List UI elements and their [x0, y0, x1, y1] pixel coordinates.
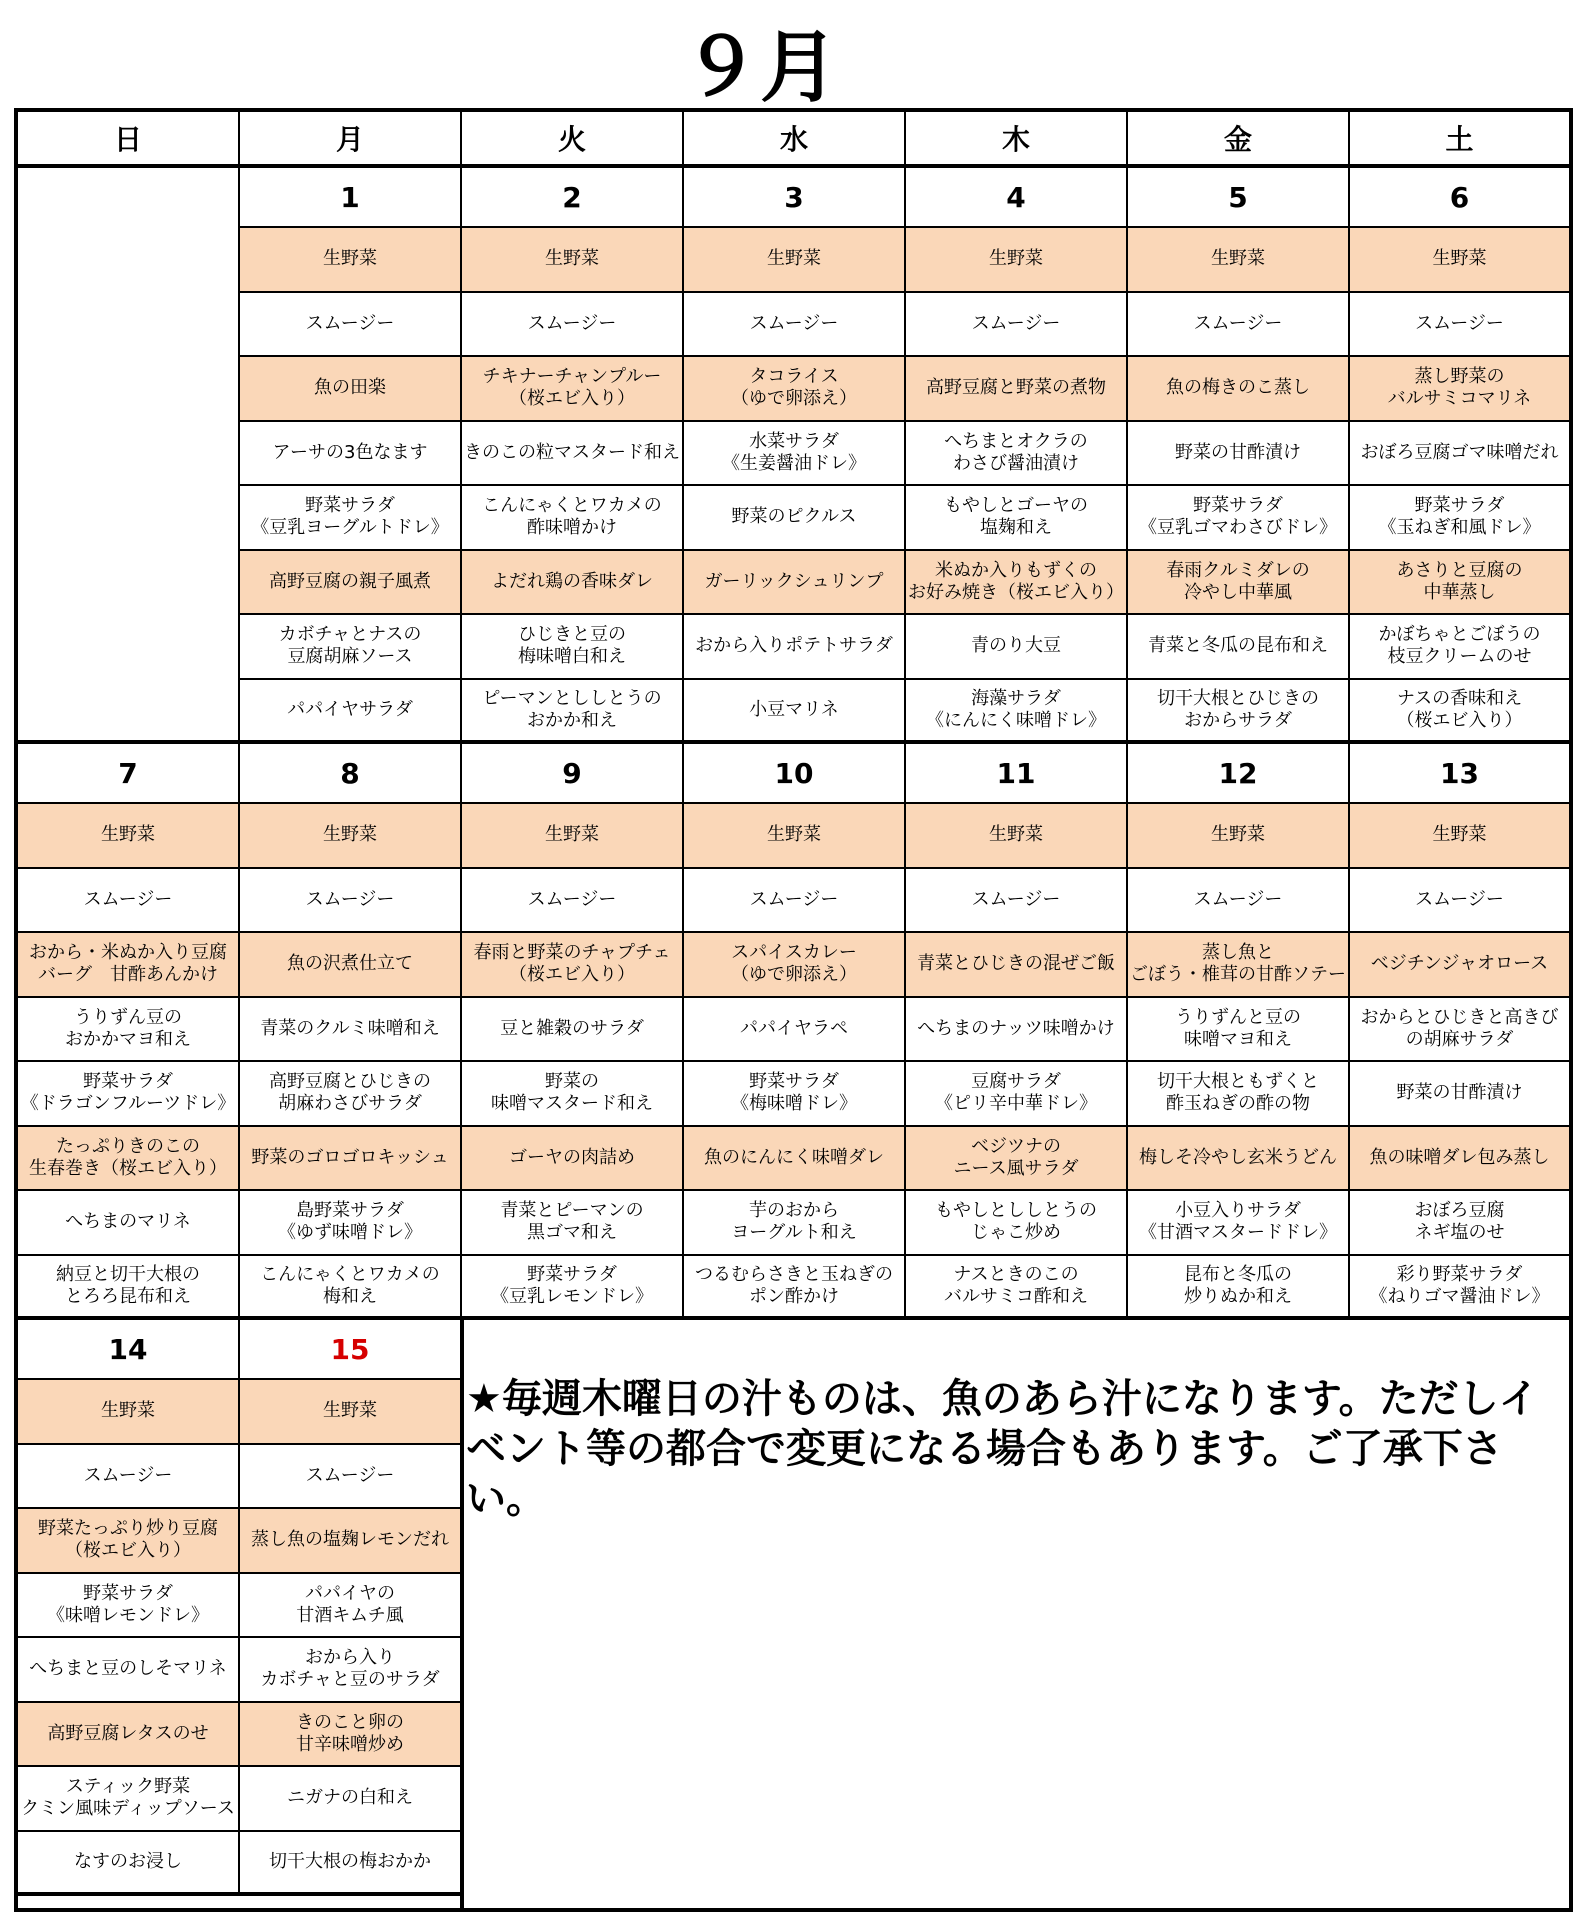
weekday-header: 水 — [684, 112, 906, 168]
meal-item: アーサの3色なます — [240, 422, 462, 487]
meal-item: 水菜サラダ 《生姜醤油ドレ》 — [684, 422, 906, 487]
meal-item: スムージー — [1128, 293, 1350, 358]
meal-item: スティック野菜 クミン風味ディップソース — [18, 1767, 240, 1832]
page-title: ９月 — [681, 23, 838, 113]
meal-item: あさりと豆腐の 中華蒸し — [1350, 551, 1569, 616]
meal-item: カボチャとナスの 豆腐胡麻ソース — [240, 615, 462, 680]
meal-item: パパイヤサラダ — [240, 680, 462, 745]
meal-item: おから・米ぬか入り豆腐 バーグ 甘酢あんかけ — [18, 933, 240, 998]
meal-item: スムージー — [18, 869, 240, 934]
meal-item: なすのお浸し — [18, 1832, 240, 1897]
meal-item: 生野菜 — [462, 804, 684, 869]
meal-item: 生野菜 — [240, 804, 462, 869]
meal-item: スムージー — [906, 293, 1128, 358]
meal-item: 梅しそ冷やし玄米うどん — [1128, 1127, 1350, 1192]
meal-item: パパイヤラペ — [684, 998, 906, 1063]
meal-item: スムージー — [684, 869, 906, 934]
meal-item: 彩り野菜サラダ 《ねりゴマ醤油ドレ》 — [1350, 1256, 1569, 1321]
meal-item: スムージー — [240, 1445, 462, 1510]
meal-item: 生野菜 — [684, 228, 906, 293]
meal-item: 切干大根ともずくと 酢玉ねぎの酢の物 — [1128, 1062, 1350, 1127]
day-number: 12 — [1128, 744, 1350, 804]
meal-item: もやしとししとうの じゃこ炒め — [906, 1191, 1128, 1256]
weekday-header: 日 — [18, 112, 240, 168]
meal-item: 蒸し魚の塩麹レモンだれ — [240, 1509, 462, 1574]
meal-item: へちまのマリネ — [18, 1191, 240, 1256]
meal-item: 海藻サラダ 《にんにく味噌ドレ》 — [906, 680, 1128, 745]
meal-item: おから入りポテトサラダ — [684, 615, 906, 680]
meal-item: 生野菜 — [906, 804, 1128, 869]
meal-item: 青菜とひじきの混ぜご飯 — [906, 933, 1128, 998]
day-number: 14 — [18, 1320, 240, 1380]
meal-item: 野菜たっぷり炒り豆腐 （桜エビ入り） — [18, 1509, 240, 1574]
meal-item: 豆と雑穀のサラダ — [462, 998, 684, 1063]
day-number: 10 — [684, 744, 906, 804]
weekday-header: 金 — [1128, 112, 1350, 168]
day-number: 13 — [1350, 744, 1569, 804]
thursday-soup-note: ★毎週木曜日の汁ものは、魚のあら汁になります。ただしイベント等の都合で変更になる場合もあります。ご了承下さい。 — [466, 1376, 1539, 1522]
meal-item: ゴーヤの肉詰め — [462, 1127, 684, 1192]
meal-item: 小豆入りサラダ 《甘酒マスタードドレ》 — [1128, 1191, 1350, 1256]
meal-item: へちまとオクラの わさび醤油漬け — [906, 422, 1128, 487]
meal-item: つるむらさきと玉ねぎの ポン酢かけ — [684, 1256, 906, 1321]
meal-item: スムージー — [240, 293, 462, 358]
meal-item: 生野菜 — [1128, 228, 1350, 293]
day-number: 5 — [1128, 168, 1350, 228]
meal-item: 生野菜 — [1128, 804, 1350, 869]
meal-item: ナスときのこの バルサミコ酢和え — [906, 1256, 1128, 1321]
meal-item: 生野菜 — [1350, 804, 1569, 869]
meal-item: ひじきと豆の 梅味噌白和え — [462, 615, 684, 680]
meal-item: 魚の田楽 — [240, 357, 462, 422]
meal-item: 魚のにんにく味噌ダレ — [684, 1127, 906, 1192]
meal-item: 青菜のクルミ味噌和え — [240, 998, 462, 1063]
meal-item: 生野菜 — [240, 1380, 462, 1445]
meal-item: うりずんと豆の 味噌マヨ和え — [1128, 998, 1350, 1063]
meal-item: 生野菜 — [18, 1380, 240, 1445]
meal-item: タコライス （ゆで卵添え） — [684, 357, 906, 422]
meal-item: たっぷりきのこの 生春巻き（桜エビ入り） — [18, 1127, 240, 1192]
meal-item: 生野菜 — [240, 228, 462, 293]
meal-item: こんにゃくとワカメの 酢味噌かけ — [462, 486, 684, 551]
meal-item: 生野菜 — [18, 804, 240, 869]
meal-item: 青のり大豆 — [906, 615, 1128, 680]
meal-item: 魚の味噌ダレ包み蒸し — [1350, 1127, 1569, 1192]
meal-item: スムージー — [1350, 869, 1569, 934]
meal-item: きのこの粒マスタード和え — [462, 422, 684, 487]
meal-item: 野菜サラダ 《玉ねぎ和風ドレ》 — [1350, 486, 1569, 551]
meal-item: 納豆と切干大根の とろろ昆布和え — [18, 1256, 240, 1321]
day-number: 8 — [240, 744, 462, 804]
meal-item: へちまと豆のしそマリネ — [18, 1638, 240, 1703]
meal-item: 高野豆腐と野菜の煮物 — [906, 357, 1128, 422]
meal-item: 米ぬか入りもずくの お好み焼き（桜エビ入り） — [906, 551, 1128, 616]
meal-item: 高野豆腐の親子風煮 — [240, 551, 462, 616]
meal-item: ナスの香味和え （桜エビ入り） — [1350, 680, 1569, 745]
empty-day-cell — [18, 168, 240, 744]
meal-item: ベジツナの ニース風サラダ — [906, 1127, 1128, 1192]
meal-item: 野菜の甘酢漬け — [1350, 1062, 1569, 1127]
meal-item: 野菜サラダ 《ドラゴンフルーツドレ》 — [18, 1062, 240, 1127]
meal-item: おぼろ豆腐 ネギ塩のせ — [1350, 1191, 1569, 1256]
meal-item: 芋のおから ヨーグルト和え — [684, 1191, 906, 1256]
meal-item: 野菜サラダ 《豆乳レモンドレ》 — [462, 1256, 684, 1321]
day-number: 7 — [18, 744, 240, 804]
meal-item: 生野菜 — [462, 228, 684, 293]
meal-item: かぼちゃとごぼうの 枝豆クリームのせ — [1350, 615, 1569, 680]
meal-item: 野菜サラダ 《梅味噌ドレ》 — [684, 1062, 906, 1127]
meal-item: スムージー — [1350, 293, 1569, 358]
meal-item: うりずん豆の おかかマヨ和え — [18, 998, 240, 1063]
meal-item: 野菜のピクルス — [684, 486, 906, 551]
meal-item: 生野菜 — [1350, 228, 1569, 293]
day-number: 3 — [684, 168, 906, 228]
meal-item: 野菜の 味噌マスタード和え — [462, 1062, 684, 1127]
meal-item: 豆腐サラダ 《ピリ辛中華ドレ》 — [906, 1062, 1128, 1127]
meal-item: こんにゃくとワカメの 梅和え — [240, 1256, 462, 1321]
meal-item: 切干大根の梅おかか — [240, 1832, 462, 1897]
meal-item: 野菜サラダ 《豆乳ゴマわさびドレ》 — [1128, 486, 1350, 551]
meal-item: ニガナの白和え — [240, 1767, 462, 1832]
day-number: 2 — [462, 168, 684, 228]
meal-item: 島野菜サラダ 《ゆず味噌ドレ》 — [240, 1191, 462, 1256]
meal-item: 蒸し魚と ごぼう・椎茸の甘酢ソテー — [1128, 933, 1350, 998]
day-number: 1 — [240, 168, 462, 228]
meal-item: スムージー — [18, 1445, 240, 1510]
meal-item: スムージー — [240, 869, 462, 934]
meal-item: ガーリックシュリンプ — [684, 551, 906, 616]
meal-item: パパイヤの 甘酒キムチ風 — [240, 1574, 462, 1639]
day-number: 4 — [906, 168, 1128, 228]
meal-item: スムージー — [906, 869, 1128, 934]
weekday-header: 土 — [1350, 112, 1569, 168]
weekday-header: 火 — [462, 112, 684, 168]
meal-item: 小豆マリネ — [684, 680, 906, 745]
meal-item: おぼろ豆腐ゴマ味噌だれ — [1350, 422, 1569, 487]
meal-item: 青菜とピーマンの 黒ゴマ和え — [462, 1191, 684, 1256]
meal-item: 春雨と野菜のチャプチェ （桜エビ入り） — [462, 933, 684, 998]
meal-item: スパイスカレー （ゆで卵添え） — [684, 933, 906, 998]
meal-item: へちまのナッツ味噌かけ — [906, 998, 1128, 1063]
meal-item: 野菜のゴロゴロキッシュ — [240, 1127, 462, 1192]
meal-item: きのこと卵の 甘辛味噌炒め — [240, 1703, 462, 1768]
meal-item: 切干大根とひじきの おからサラダ — [1128, 680, 1350, 745]
day-number: 6 — [1350, 168, 1569, 228]
meal-item: 昆布と冬瓜の 炒りぬか和え — [1128, 1256, 1350, 1321]
meal-item: 蒸し野菜の バルサミコマリネ — [1350, 357, 1569, 422]
weekday-header: 木 — [906, 112, 1128, 168]
meal-item: おから入り カボチャと豆のサラダ — [240, 1638, 462, 1703]
meal-item: 高野豆腐とひじきの 胡麻わさびサラダ — [240, 1062, 462, 1127]
day-number: 9 — [462, 744, 684, 804]
meal-item: 野菜の甘酢漬け — [1128, 422, 1350, 487]
day-number: 11 — [906, 744, 1128, 804]
menu-calendar — [14, 108, 1573, 1912]
weekday-header: 月 — [240, 112, 462, 168]
meal-item: 魚の梅きのこ蒸し — [1128, 357, 1350, 422]
meal-item: スムージー — [462, 869, 684, 934]
day-number: 15 — [240, 1320, 462, 1380]
meal-item: 野菜サラダ 《味噌レモンドレ》 — [18, 1574, 240, 1639]
meal-item: スムージー — [1128, 869, 1350, 934]
meal-item: 生野菜 — [684, 804, 906, 869]
meal-item: 春雨クルミダレの 冷やし中華風 — [1128, 551, 1350, 616]
meal-item: 青菜と冬瓜の昆布和え — [1128, 615, 1350, 680]
meal-item: ベジチンジャオロース — [1350, 933, 1569, 998]
meal-item: スムージー — [684, 293, 906, 358]
meal-item: 野菜サラダ 《豆乳ヨーグルトドレ》 — [240, 486, 462, 551]
meal-item: 高野豆腐レタスのせ — [18, 1703, 240, 1768]
meal-item: ピーマンとししとうの おかか和え — [462, 680, 684, 745]
meal-item: スムージー — [462, 293, 684, 358]
note-area-divider — [460, 1320, 464, 1908]
meal-item: 生野菜 — [906, 228, 1128, 293]
meal-item: 魚の沢煮仕立て — [240, 933, 462, 998]
meal-item: おからとひじきと高きび の胡麻サラダ — [1350, 998, 1569, 1063]
meal-item: もやしとゴーヤの 塩麹和え — [906, 486, 1128, 551]
meal-item: チキナーチャンプルー （桜エビ入り） — [462, 357, 684, 422]
meal-item: よだれ鶏の香味ダレ — [462, 551, 684, 616]
